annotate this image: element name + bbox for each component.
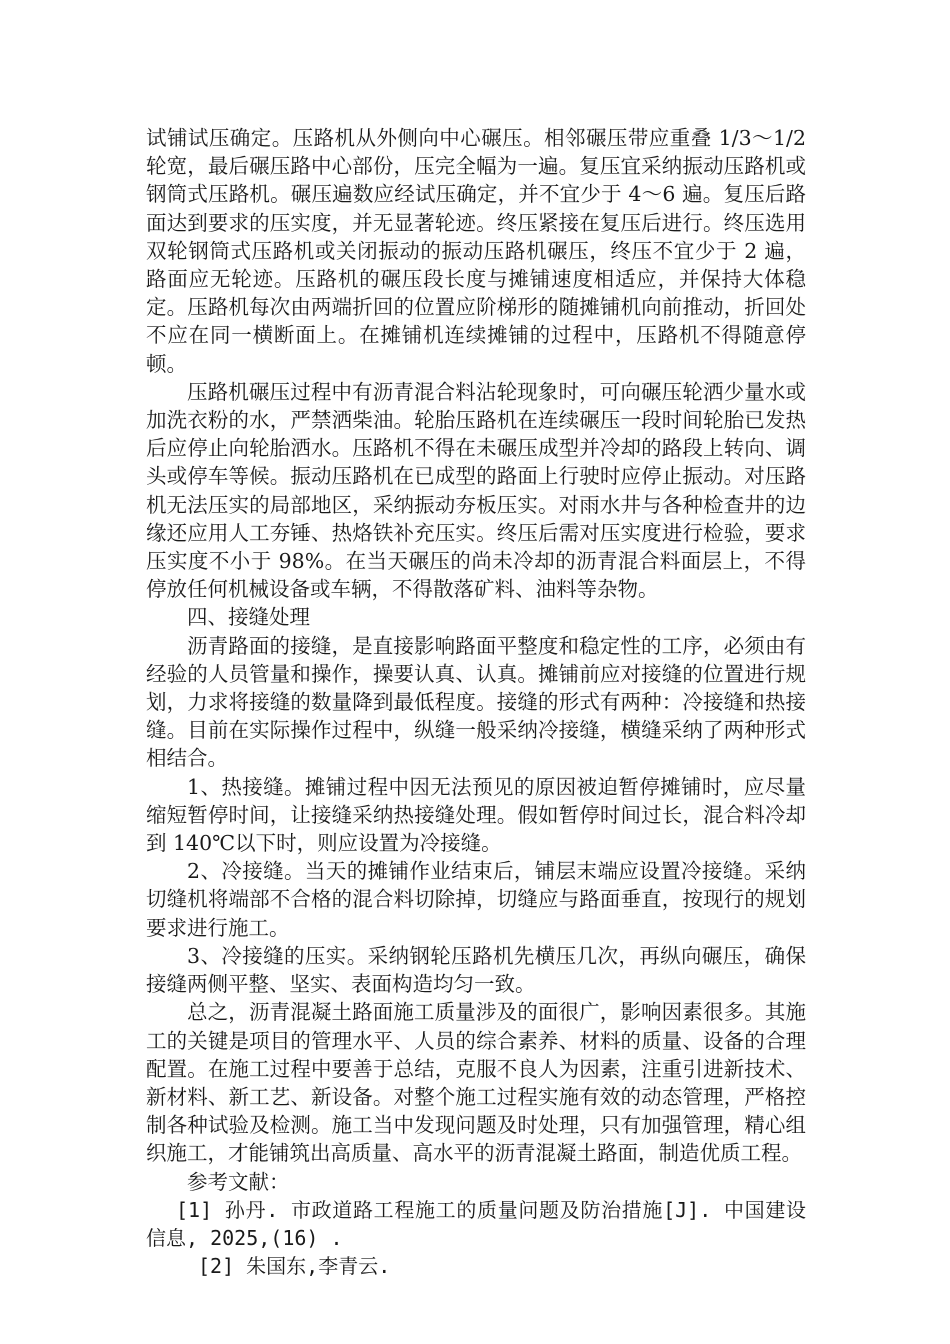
- paragraph-joints-intro: 沥青路面的接缝，是直接影响路面平整度和稳定性的工序，必须由有经验的人员管量和操作，操要认真、认真。摊铺前应对接缝的位置进行规划，力求将接缝的数量降到最低程度。接缝的形式有两种：冷接缝和热接缝。目前在实际操作过程中，纵缝一般采纳冷接缝，横缝采纳了两种形式相结合。: [146, 633, 806, 771]
- paragraph-compaction-continued: 试铺试压确定。压路机从外侧向中心碾压。相邻碾压带应重叠 1/3～1/2 轮宽，最后碾压路中心部份，压完全幅为一遍。复压宜采纳振动压路机或钢筒式压路机。碾压遍数应经试压确定，并不宜少于 4～6 遍。复压后路面达到要求的压实度，并无显著轮迹。终压紧接在复压后进行。终压选用双轮钢筒式压路机或关闭振动的振动压路机碾压，终压不宜少于 2 遍，路面应无轮迹。压路机的碾压段长度与摊铺速度相适应，并保持大体稳定。压路机每次由两端折回的位置应阶梯形的随摊铺机向前推动，折回处不应在同一横断面上。在摊铺机连续摊铺的过程中，压路机不得随意停顿。: [146, 126, 806, 376]
- paragraph-cold-joint-compaction: 3、冷接缝的压实。采纳钢轮压路机先横压几次，再纵向碾压，确保接缝两侧平整、坚实、表面构造均匀一致。: [146, 943, 806, 997]
- references-heading: 参考文献：: [187, 1169, 290, 1194]
- paragraph-conclusion: 总之，沥青混凝土路面施工质量涉及的面很广，影响因素很多。其施工的关键是项目的管理水平、人员的综合素养、材料的质量、设备的合理配置。在施工过程中要善于总结，克服不良人为因素，注重引进新技术、新材料、新工艺、新设备。对整个施工过程实施有效的动态管理，严格控制各种试验及检测。施工当中发现问题及时处理，只有加强管理，精心组织施工，才能铺筑出高质量、高水平的沥青混凝土路面，制造优质工程。: [146, 1000, 806, 1166]
- document-page: [146, 124, 806, 1280]
- reference-item-2: [2] 朱国东,李青云.: [198, 1254, 391, 1279]
- reference-item-1: [1] 孙丹. 市政道路工程施工的质量问题及防治措施[J]. 中国建设信息, 2025,(16) .: [146, 1197, 806, 1250]
- paragraph-roller-precautions: 压路机碾压过程中有沥青混合料沾轮现象时，可向碾压轮洒少量水或加洗衣粉的水，严禁洒柴油。轮胎压路机在连续碾压一段时间轮胎已发热后应停止向轮胎洒水。压路机不得在未碾压成型并冷却的路段上转向、调头或停车等候。振动压路机在已成型的路面上行驶时应停止振动。对压路机无法压实的局部地区，采纳振动夯板压实。对雨水井与各种检查井的边缘还应用人工夯锤、热烙铁补充压实。终压后需对压实度进行检验，要求压实度不小于 98%。在当天碾压的尚未冷却的沥青混合料面层上，不得停放任何机械设备或车辆，不得散落矿料、油料等杂物。: [146, 379, 806, 602]
- paragraph-cold-joint: 2、冷接缝。当天的摊铺作业结束后，铺层末端应设置冷接缝。采纳切缝机将端部不合格的混合料切除掉，切缝应与路面垂直，按现行的规划要求进行施工。: [146, 859, 806, 940]
- section-heading-joint-treatment: 四、接缝处理: [187, 605, 310, 630]
- paragraph-hot-joint: 1、热接缝。摊铺过程中因无法预见的原因被迫暂停摊铺时，应尽量缩短暂停时间，让接缝采纳热接缝处理。假如暂停时间过长，混合料冷却到 140℃以下时，则应设置为冷接缝。: [146, 774, 806, 856]
